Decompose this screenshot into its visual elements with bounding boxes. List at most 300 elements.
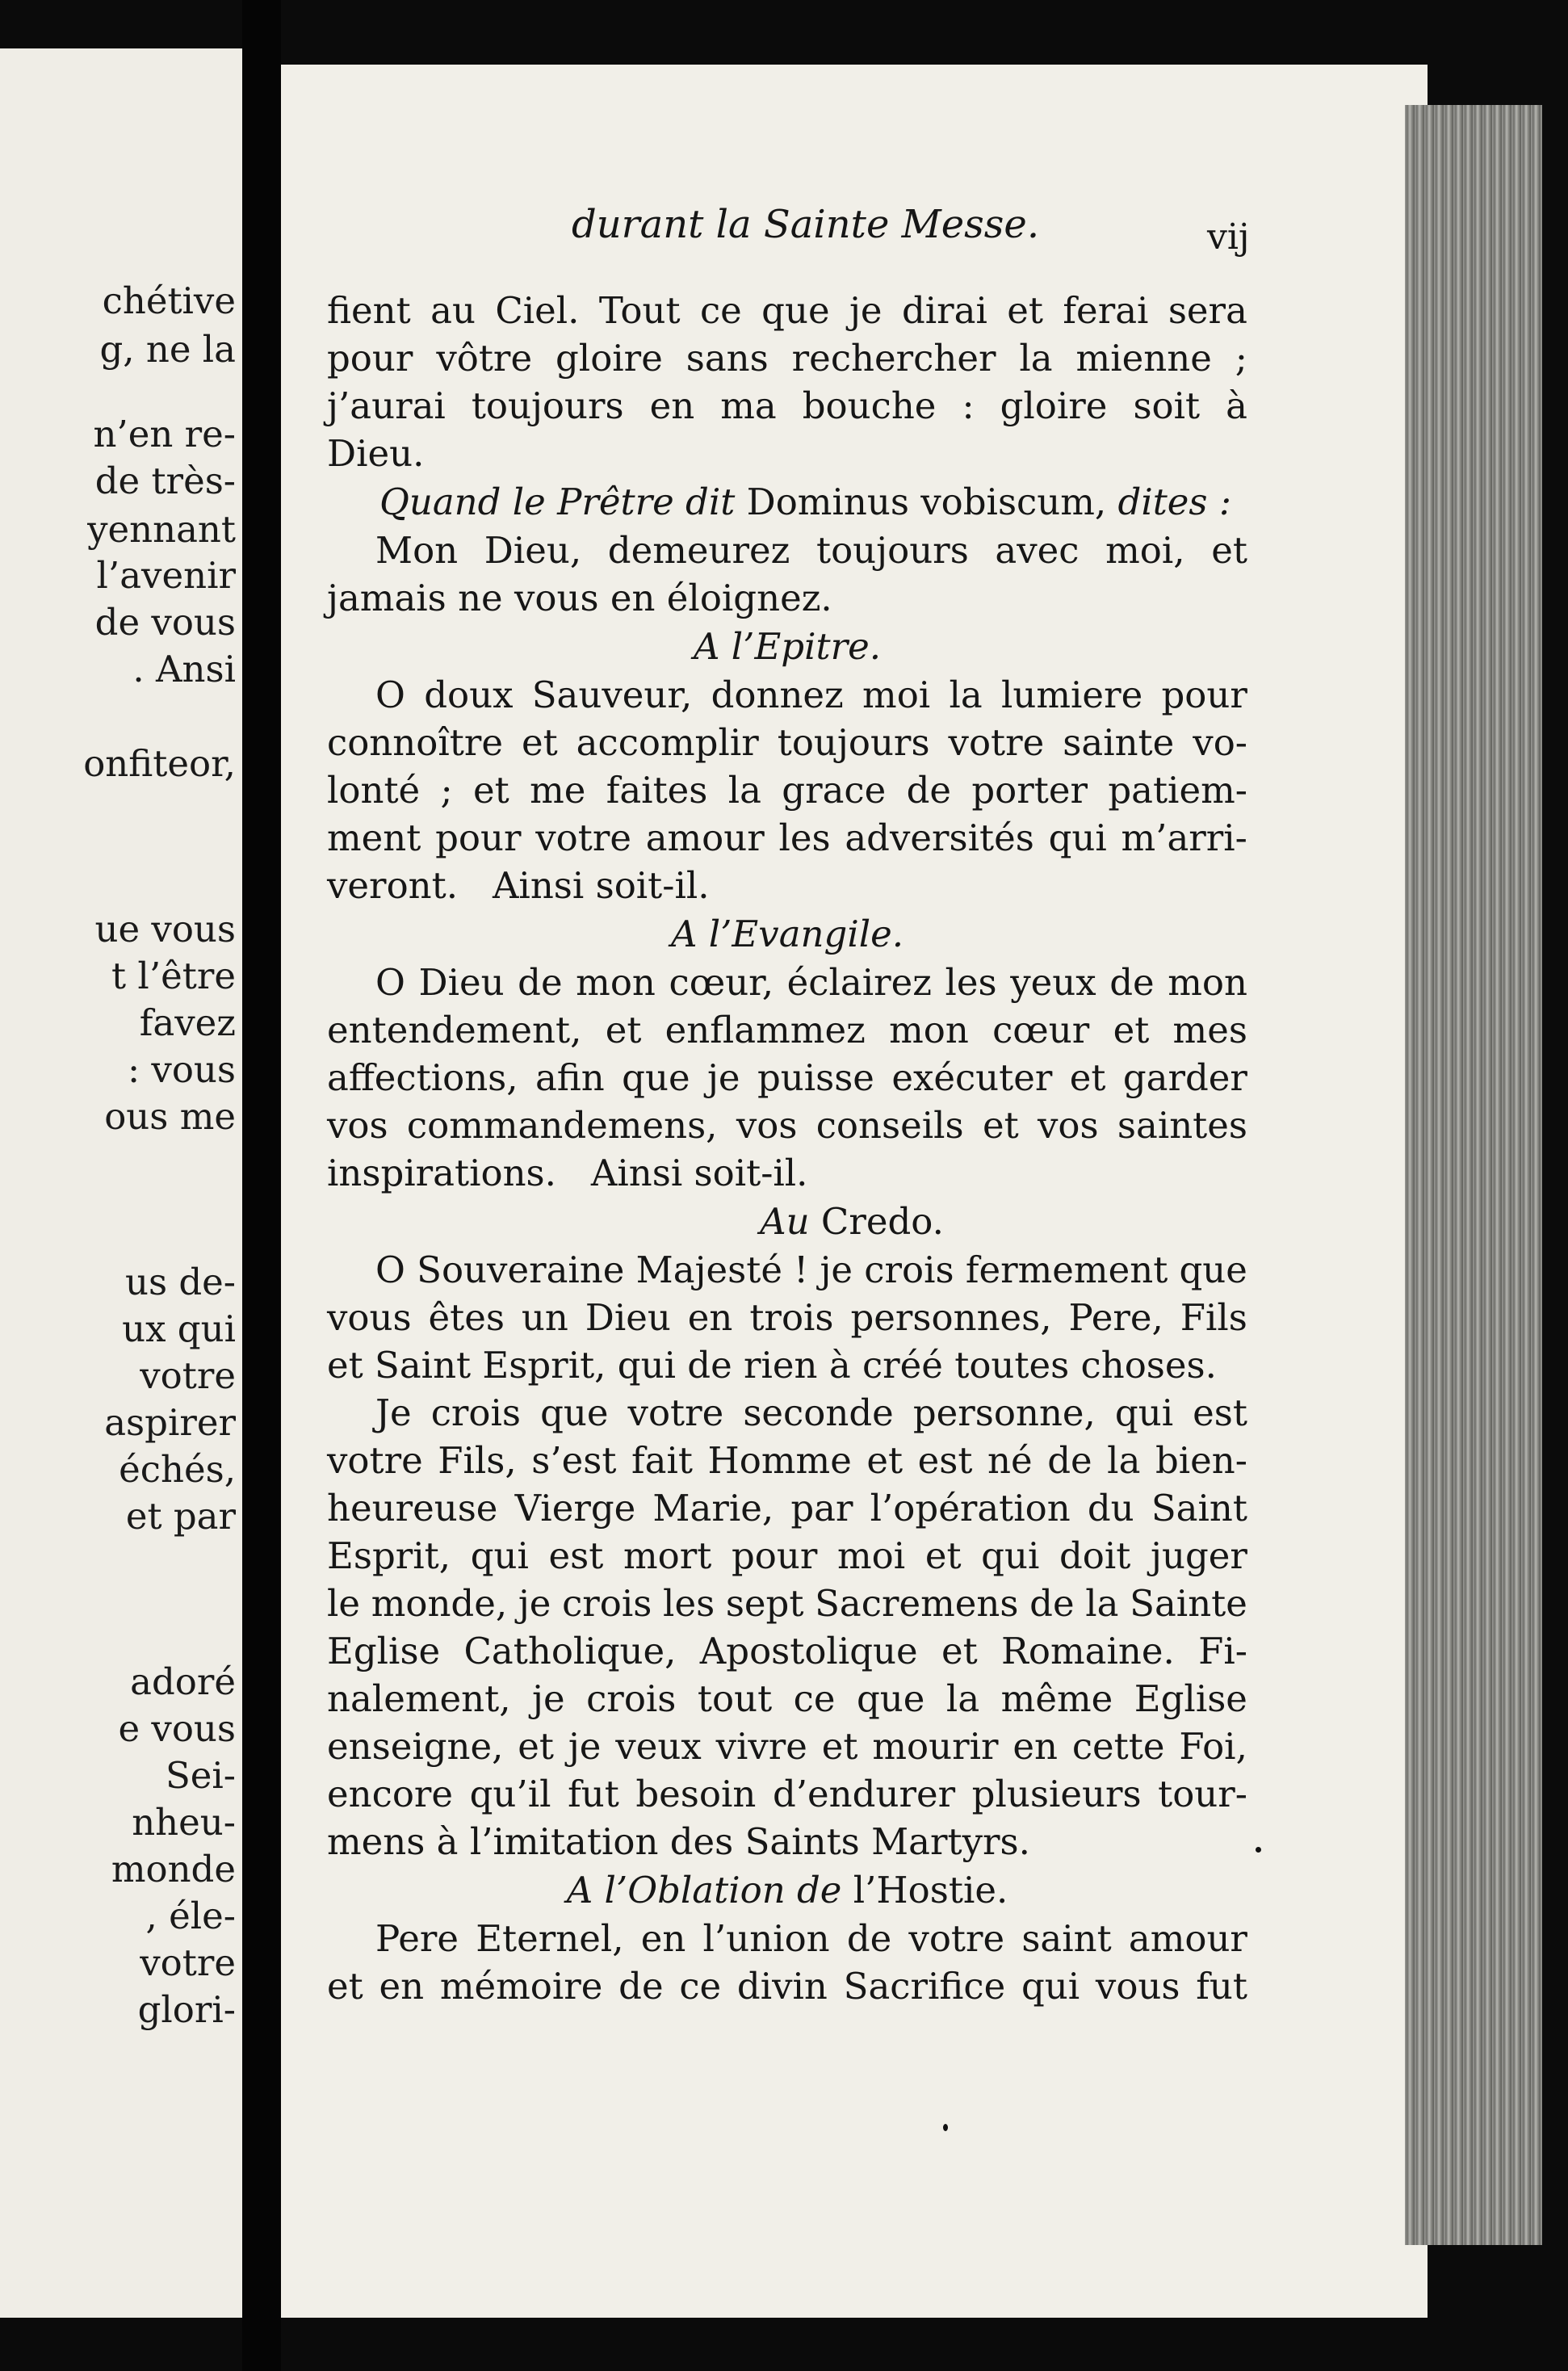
text-line: [327, 1437, 1247, 1484]
word: monde,: [371, 1582, 508, 1625]
word: crois: [430, 1391, 522, 1434]
word: de: [1029, 1582, 1075, 1625]
word: éclairez: [786, 961, 932, 1004]
text-line: [327, 1532, 1247, 1580]
word: crois: [586, 1677, 677, 1720]
word: soit: [1133, 384, 1201, 427]
word: mourir: [872, 1725, 999, 1768]
word: la: [1107, 1439, 1141, 1482]
word: et: [941, 1630, 978, 1672]
ink-speck: [943, 2124, 948, 2131]
word: Eglise: [1134, 1677, 1247, 1720]
word: de: [1047, 1439, 1092, 1482]
word: fut: [1196, 1965, 1247, 2008]
text-line: [327, 1915, 1247, 1962]
word: Homme: [707, 1439, 852, 1482]
word: même: [1000, 1677, 1113, 1720]
heading-italic: A l’Epitre.: [693, 625, 882, 668]
word: vos: [1037, 1104, 1099, 1147]
word: gloire: [556, 337, 663, 380]
text-line: [327, 1962, 1247, 2010]
section-heading: [327, 1865, 1247, 1915]
word: Apostolique: [699, 1630, 918, 1672]
text-line: [327, 527, 1247, 574]
word: Fils,: [438, 1439, 517, 1482]
text-line: [327, 430, 1247, 477]
text-line: [327, 671, 1247, 719]
word: Dieu.: [327, 432, 425, 475]
word: Sacremens: [815, 1582, 1019, 1625]
word: commandemens,: [406, 1104, 718, 1147]
word: pour: [731, 1534, 818, 1577]
word: mémoire: [439, 1965, 603, 2008]
word: la: [949, 674, 983, 716]
word: Majesté: [635, 1248, 782, 1291]
word: cœur: [992, 1009, 1090, 1051]
heading-italic: Au: [760, 1200, 810, 1243]
word: encore: [327, 1773, 454, 1815]
left-page-line: ux qui: [122, 1307, 236, 1350]
word: pour: [327, 337, 413, 380]
word: par: [790, 1487, 853, 1530]
word: seconde: [743, 1391, 894, 1434]
left-page-line: ous me: [104, 1095, 236, 1138]
word: l’union: [702, 1917, 830, 1960]
word: et: [518, 1725, 555, 1768]
word: vos: [327, 1104, 388, 1147]
heading-italic: A l’Evangile.: [670, 913, 904, 955]
word: et: [982, 1104, 1019, 1147]
word: bouche: [802, 384, 937, 427]
word: les: [663, 1582, 715, 1625]
word: êtes: [428, 1296, 505, 1339]
word: Souveraine: [417, 1248, 625, 1291]
left-page-line: l’avenir: [96, 554, 236, 597]
section-heading: [327, 477, 1247, 527]
word: bien-: [1155, 1439, 1247, 1482]
word: et: [1007, 289, 1044, 332]
left-page-line: Sei-: [165, 1754, 236, 1797]
left-page-line: échés,: [119, 1448, 236, 1491]
word: amour: [1128, 1917, 1247, 1960]
left-page-line: onfiteor,: [83, 742, 236, 785]
word: Sauveur,: [531, 674, 693, 716]
word: Marie,: [652, 1487, 774, 1530]
left-page-line: : vous: [127, 1048, 236, 1091]
section-heading: [327, 622, 1247, 671]
word: doux: [424, 674, 514, 716]
word: la: [945, 1677, 980, 1720]
word: les: [778, 816, 831, 859]
word: fermement: [965, 1248, 1168, 1291]
word: avec: [995, 529, 1080, 572]
word: Ciel.: [495, 289, 580, 332]
word: ;: [440, 769, 453, 812]
word: sept: [725, 1582, 804, 1625]
page-edges: [1405, 105, 1542, 2245]
word: votre: [908, 1917, 1005, 1960]
word: ce: [679, 1965, 722, 2008]
text-line: [327, 719, 1247, 766]
word: en: [1012, 1725, 1058, 1768]
word: que: [540, 1391, 609, 1434]
word: et: [1113, 1009, 1150, 1051]
word: Fils: [1180, 1296, 1247, 1339]
left-page-line: glori-: [137, 1988, 236, 2031]
left-page-line: t l’être: [111, 955, 236, 997]
word: garder: [1122, 1056, 1247, 1099]
word: est: [548, 1534, 604, 1577]
word: qui: [1114, 1391, 1174, 1434]
word: conseils: [815, 1104, 964, 1147]
word: patiem-: [1108, 769, 1247, 812]
text-line: [327, 1102, 1247, 1149]
word: que: [761, 289, 830, 332]
word: Eglise: [327, 1630, 441, 1672]
text-line: [327, 1294, 1247, 1341]
word: du: [1087, 1487, 1134, 1530]
word: fut: [568, 1773, 619, 1815]
word: me: [530, 769, 586, 812]
word: !: [794, 1248, 809, 1291]
word: votre: [535, 816, 631, 859]
left-page-line: n’en re-: [93, 413, 236, 455]
text-line: [327, 574, 1247, 622]
word: sera: [1168, 289, 1247, 332]
word: ;: [1235, 337, 1247, 380]
text-line: [327, 1818, 1247, 1865]
word: veux: [615, 1725, 702, 1768]
word: Saint: [1151, 1487, 1247, 1530]
word: au: [430, 289, 476, 332]
word: l’opération: [870, 1487, 1071, 1530]
word: en: [640, 1917, 686, 1960]
word: jamais ne vous en éloignez.: [327, 577, 832, 619]
word: et: [521, 721, 558, 764]
word: de: [1109, 961, 1155, 1004]
word: Catholique,: [463, 1630, 677, 1672]
word: Fi-: [1198, 1630, 1247, 1672]
word: je: [706, 1056, 740, 1099]
word: dirai: [901, 289, 987, 332]
text-line: [327, 814, 1247, 862]
word: Foi,: [1179, 1725, 1247, 1768]
word: moi: [837, 1534, 906, 1577]
word: toujours: [777, 721, 930, 764]
word: saint: [1021, 1917, 1112, 1960]
word: mienne: [1075, 337, 1212, 380]
left-page-line: monde: [111, 1848, 236, 1891]
word: O: [375, 961, 405, 1004]
word: crois: [562, 1582, 652, 1625]
word: la: [1019, 337, 1053, 380]
left-page-line: . Ansi: [132, 648, 236, 690]
word: la: [1085, 1582, 1119, 1625]
word: le: [327, 1582, 361, 1625]
word: Romaine.: [1001, 1630, 1175, 1672]
word: saintes: [1117, 1104, 1247, 1147]
text-line: [327, 1627, 1247, 1675]
word: j’aurai: [327, 384, 446, 427]
left-page-line: yennant: [87, 508, 236, 551]
word: et: [866, 1439, 903, 1482]
word: Pere,: [1068, 1296, 1163, 1339]
word: puisse: [757, 1056, 874, 1099]
word: vous: [327, 1296, 412, 1339]
word: porter: [971, 769, 1088, 812]
word: exécuter: [891, 1056, 1053, 1099]
word: heureuse: [327, 1487, 498, 1530]
word: grace: [782, 769, 887, 812]
word: que: [622, 1056, 690, 1099]
word: vo-: [1193, 721, 1247, 764]
word: afin: [535, 1056, 605, 1099]
word: yeux: [1010, 961, 1096, 1004]
word: tout: [697, 1677, 773, 1720]
word: ferai: [1063, 289, 1149, 332]
word: de: [518, 961, 563, 1004]
text-line: [327, 862, 1247, 909]
word: lumiere: [1001, 674, 1143, 716]
word: rechercher: [791, 337, 996, 380]
word: Pere: [375, 1917, 459, 1960]
text-line: [327, 1006, 1247, 1054]
body-text: [327, 287, 1247, 2010]
word: personne,: [912, 1391, 1096, 1434]
word: d’endurer: [772, 1773, 956, 1815]
word: fait: [631, 1439, 693, 1482]
word: Je: [375, 1391, 412, 1434]
word: en: [379, 1965, 425, 2008]
word: mon: [1168, 961, 1247, 1004]
heading-italic2: dites :: [1117, 480, 1231, 523]
page-number: vij: [1207, 216, 1250, 258]
word: mon: [889, 1009, 969, 1051]
word: mort: [623, 1534, 712, 1577]
word: vôtre: [436, 337, 533, 380]
word: votre: [627, 1391, 724, 1434]
word: votre: [948, 721, 1045, 764]
word: plusieurs: [971, 1773, 1142, 1815]
word: doit: [1059, 1534, 1131, 1577]
word: en: [649, 384, 695, 427]
heading-roman: Credo.: [820, 1200, 944, 1243]
text-line: [327, 1389, 1247, 1437]
text-line: [327, 1580, 1247, 1627]
word: né: [987, 1439, 1033, 1482]
word: enseigne,: [327, 1725, 504, 1768]
word: sans: [685, 337, 769, 380]
text-line: [327, 1054, 1247, 1102]
left-page-line: , éle-: [145, 1895, 236, 1937]
word: ma: [720, 384, 777, 427]
word: besoin: [635, 1773, 757, 1815]
left-page-line: favez: [139, 1001, 236, 1044]
word: qu’il: [469, 1773, 551, 1815]
word: Vierge: [514, 1487, 636, 1530]
heading-italic: Quand le Prêtre dit: [379, 480, 736, 523]
word: Sacrifice: [843, 1965, 1006, 2008]
word: que: [1179, 1248, 1247, 1291]
word: s’est: [531, 1439, 617, 1482]
word: moi,: [1105, 529, 1185, 572]
running-head: durant la Sainte Messe.: [572, 202, 1040, 247]
word: nalement,: [327, 1677, 511, 1720]
word: Eternel,: [476, 1917, 624, 1960]
word: gloire: [1000, 384, 1108, 427]
word: cette: [1071, 1725, 1165, 1768]
word: lonté: [327, 769, 421, 812]
book-gutter: [242, 0, 281, 2371]
word: vivre: [715, 1725, 807, 1768]
word: ce: [793, 1677, 836, 1720]
word: mens à l’imitation des Saints Martyrs.: [327, 1820, 1030, 1863]
word: et: [1211, 529, 1247, 572]
word: pour: [1161, 674, 1247, 716]
word: Dieu: [585, 1296, 671, 1339]
word: adversités: [845, 816, 1034, 859]
word: personnes,: [850, 1296, 1052, 1339]
word: et: [1069, 1056, 1106, 1099]
word: O: [375, 674, 405, 716]
word: et: [473, 769, 509, 812]
left-page-line: g, ne la: [99, 328, 236, 371]
word: connoître: [327, 721, 503, 764]
word: est: [917, 1439, 973, 1482]
text-line: [327, 1675, 1247, 1723]
word: demeurez: [607, 529, 790, 572]
word: m’arri-: [1121, 816, 1247, 859]
word: mon: [576, 961, 656, 1004]
heading-italic: A l’Oblation de: [566, 1869, 842, 1911]
ink-speck: [1256, 1847, 1261, 1853]
text-line: [327, 959, 1247, 1006]
heading-roman: l’Hostie.: [853, 1869, 1008, 1911]
left-page-line: aspirer: [104, 1401, 236, 1444]
word: donnez: [711, 674, 844, 716]
word: sainte: [1063, 721, 1175, 764]
word: Dieu: [418, 961, 505, 1004]
word: je: [849, 289, 883, 332]
word: Dieu,: [484, 529, 582, 572]
word: Esprit,: [327, 1534, 451, 1577]
word: enflammez: [665, 1009, 866, 1051]
text-line: [327, 1149, 1247, 1197]
word: un: [521, 1296, 568, 1339]
word: à: [1226, 384, 1247, 427]
text-line: [327, 287, 1247, 334]
word: ment: [327, 816, 421, 859]
word: votre: [327, 1439, 423, 1482]
word: est: [1193, 1391, 1247, 1434]
word: juger: [1151, 1534, 1247, 1577]
word: entendement,: [327, 1009, 582, 1051]
word: fient: [327, 289, 411, 332]
left-page-line: adoré: [130, 1660, 236, 1703]
word: divin: [736, 1965, 828, 2008]
word: de: [846, 1917, 892, 1960]
word: de: [906, 769, 952, 812]
word: veront. Ainsi soit-il.: [327, 864, 710, 907]
left-page-line: us de-: [124, 1261, 236, 1303]
word: les: [945, 961, 997, 1004]
section-heading: [327, 1197, 1247, 1246]
word: Sainte: [1130, 1582, 1247, 1625]
word: et: [327, 1965, 363, 2008]
word: qui: [1021, 1965, 1080, 2008]
word: Mon: [375, 529, 459, 572]
word: en: [687, 1296, 733, 1339]
word: vos: [736, 1104, 798, 1147]
word: et: [605, 1009, 642, 1051]
left-page-line: votre: [140, 1354, 236, 1397]
word: toujours: [816, 529, 969, 572]
word: je: [532, 1677, 565, 1720]
word: ce: [699, 289, 742, 332]
word: amour: [645, 816, 765, 859]
word: tour-: [1158, 1773, 1247, 1815]
text-line: [327, 334, 1247, 382]
text-line: [327, 766, 1247, 814]
left-page-line: e vous: [118, 1707, 236, 1750]
text-line: [327, 1484, 1247, 1532]
word: qui: [981, 1534, 1040, 1577]
word: je: [518, 1582, 551, 1625]
left-page-line: nheu-: [132, 1801, 236, 1844]
word: je: [820, 1248, 853, 1291]
left-page-line: et par: [125, 1495, 236, 1538]
left-page-line: votre: [140, 1941, 236, 1984]
left-page-line: de vous: [94, 601, 236, 644]
word: moi: [862, 674, 931, 716]
word: toujours: [471, 384, 624, 427]
word: trois: [749, 1296, 834, 1339]
word: qui: [470, 1534, 529, 1577]
word: de: [618, 1965, 664, 2008]
word: faites: [606, 769, 708, 812]
left-page-line: de très-: [94, 460, 236, 502]
word: Tout: [598, 289, 681, 332]
word: accomplir: [576, 721, 759, 764]
word: et: [821, 1725, 858, 1768]
left-page-line: ue vous: [94, 908, 236, 950]
word: cœur,: [669, 961, 774, 1004]
text-line: [327, 1723, 1247, 1770]
text-line: [327, 1341, 1247, 1389]
text-line: [327, 382, 1247, 430]
word: vous: [1095, 1965, 1180, 2008]
word: O: [375, 1248, 405, 1291]
text-line: [327, 1246, 1247, 1294]
left-page: [0, 48, 242, 2318]
word: crois: [864, 1248, 954, 1291]
section-heading: [327, 909, 1247, 959]
word: qui: [1048, 816, 1107, 859]
word: la: [727, 769, 761, 812]
word: inspirations. Ainsi soit-il.: [327, 1152, 808, 1194]
word: et Saint Esprit, qui de rien à créé toutes choses.: [327, 1344, 1217, 1387]
word: pour: [435, 816, 522, 859]
heading-roman: Dominus vobiscum,: [746, 480, 1107, 523]
word: je: [568, 1725, 602, 1768]
text-line: [327, 1770, 1247, 1818]
word: et: [924, 1534, 962, 1577]
word: que: [857, 1677, 925, 1720]
word: mes: [1172, 1009, 1247, 1051]
left-page-line: chétive: [102, 279, 236, 322]
word: affections,: [327, 1056, 518, 1099]
word: :: [962, 384, 975, 427]
